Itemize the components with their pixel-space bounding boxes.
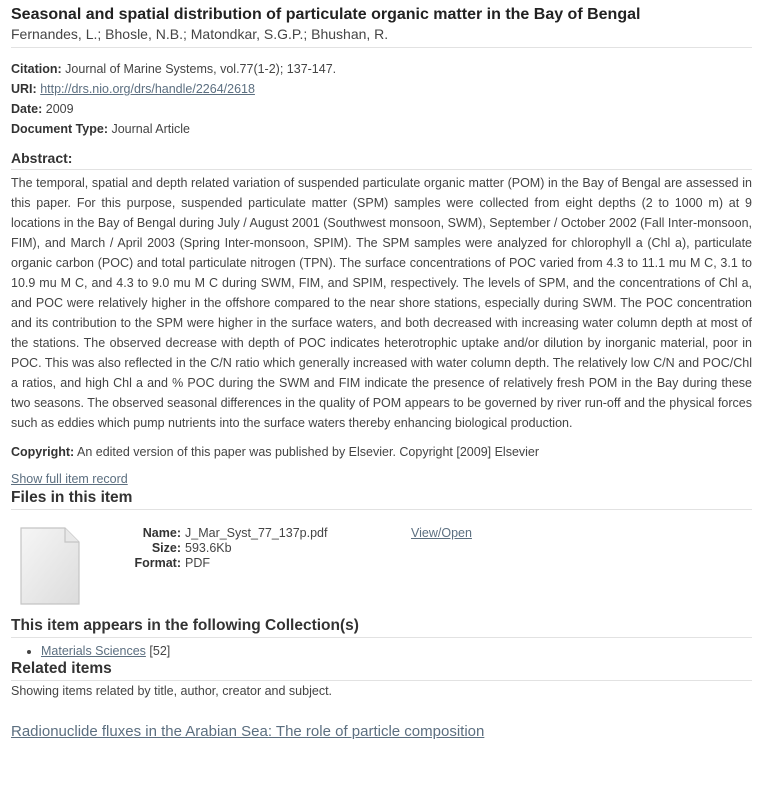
file-format-value: PDF [185,556,210,570]
file-size-label: Size: [151,541,181,555]
item-title: Seasonal and spatial distribution of particulate organic matter in the Bay of Bengal [11,6,641,23]
abstract-heading: Abstract: [11,149,752,170]
list-item [41,643,752,659]
file-name-row [111,526,327,541]
item-authors: Fernandes, L.; Bhosle, N.B.; Matondkar, S.G.P.; Bhushan, R. [11,25,752,48]
collection-count: [52] [149,644,171,658]
file-metadata [111,526,327,571]
copyright-field [11,442,752,462]
file-format-row [111,556,327,571]
citation-field [11,59,752,79]
files-heading: Files in this item [11,488,752,510]
metadata-fields [11,59,752,139]
date-value: 2009 [45,102,74,116]
document-type-field [11,119,752,139]
document-type-label: Document Type: [11,122,108,136]
copyright-value: An edited version of this paper was published by Elsevier. Copyright [2009] Elsevier [76,445,540,459]
collections-list [11,643,752,659]
file-entry [11,516,752,616]
file-size-row [111,541,327,556]
related-items-subtitle: Showing items related by title, author, creator and subject. [11,684,333,698]
file-name-value: J_Mar_Syst_77_137p.pdf [185,526,328,540]
citation-label: Citation: [11,62,62,76]
document-file-icon[interactable] [19,526,81,606]
document-type-value: Journal Article [111,122,190,136]
file-format-label: Format: [134,556,181,570]
show-full-record-link[interactable]: Show full item record [11,472,128,486]
collections-heading: This item appears in the following Collection(s) [11,616,752,638]
file-name-label: Name: [142,526,181,540]
view-open-link[interactable]: View/Open [411,526,472,540]
citation-value: Journal of Marine Systems, vol.77(1-2); 137-147. [65,62,337,76]
uri-link[interactable]: http://drs.nio.org/drs/handle/2264/2618 [40,82,255,96]
related-items-heading: Related items [11,659,752,681]
related-item-link[interactable]: Radionuclide fluxes in the Arabian Sea: The role of particle composition [11,723,485,740]
abstract-text: The temporal, spatial and depth related variation of suspended particulate organic matter (POM) in the Bay of Bengal are assessed in this paper. For this purpose, suspended particulate matter (SPM) samples were collected from eight depths (2 to 1000 m) at 9 locations in the Bay of Bengal during July / August 2001 (Southwest monsoon, SWM), September / October 2002 (Fall Inter-monsoon, FIM), and March / April 2003 (Spring Inter-monsoon, SPIM). The SPM samples were analyzed for chlorophyll a (Chl a), particulate organic carbon (POC) and total particulate nitrogen (TPN). The surface concentrations of POC varied from 4.3 to 11.1 mu M C, 3.1 to 10.9 mu M C, and 4.3 to 9.0 mu M C during SWM, FIM, and SPIM, respectively. The levels of SPM, and the concentrations of Chl a, and POC were relatively higher in the offshore compared to the near shore stations, especially during SWM. The POC concentration and its contribution to the SPM were higher in the surface waters, and both decreased with increasing water column depth at most of the stations. The observed decrease with depth of POC indicates heterotrophic uptake and/or dilution by inorganic material, poor in POC. This was also reflected in the C/N ratio which generally increased with water column depth. The relatively low C/N and POC/Chl a ratios, and high Chl a and % POC during the SWM and FIM indicate the presence of relatively fresh POM in the Bay during these two seasons. The observed seasonal differences in the quality of POM appears to be governed by river run-off and the physical forces such as eddies which pump nutrients into the surface waters thereby enhancing biological production. [11,176,752,430]
uri-field [11,79,752,99]
copyright-label: Copyright: [11,445,75,459]
date-field [11,99,752,119]
file-size-value: 593.6Kb [185,541,232,555]
uri-label: URI: [11,82,37,96]
date-label: Date: [11,102,43,116]
collection-link[interactable]: Materials Sciences [41,644,146,658]
